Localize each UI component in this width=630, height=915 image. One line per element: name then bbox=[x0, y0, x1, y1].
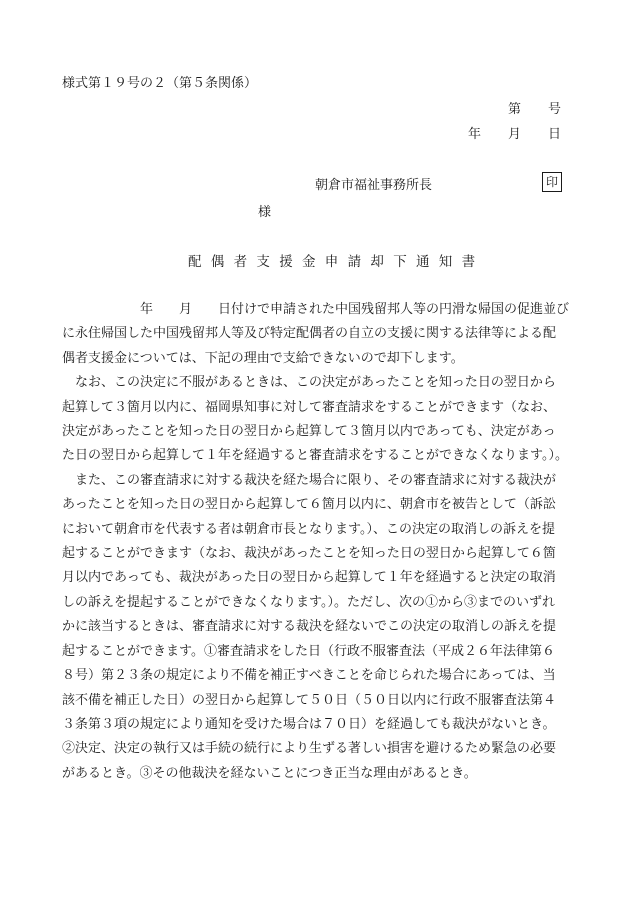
body-line: があるとき。③その他裁決を経ないことにつき正当な理由があるとき。 bbox=[62, 765, 477, 781]
body-line: あったことを知った日の翌日から起算して６箇月以内に、朝倉市を被告として（訴訟 bbox=[62, 497, 556, 513]
body-line: ３条第３項の規定により通知を受けた場合は７０日）を経過しても裁決がないとき。 bbox=[62, 716, 556, 732]
body-line: 偶者支援金については、下記の理由で支給できないので却下します。 bbox=[62, 350, 464, 366]
body-line: 起することができます（なお、裁決があったことを知った日の翌日から起算して６箇 bbox=[62, 546, 556, 562]
document-title: 配偶者支援金申請却下通知書 bbox=[188, 254, 485, 270]
body-line: ８号）第２３条の規定により不備を補正すべきことを命じられた場合にあっては、当 bbox=[62, 668, 556, 684]
issuer-name: 朝倉市福祉事務所長 bbox=[315, 178, 433, 193]
document-number-suffix: 号 bbox=[548, 102, 562, 117]
body-line: かに該当するときは、審査請求に対する裁決を経ないでこの決定の取消しの訴えを提 bbox=[62, 619, 557, 635]
body-line: において朝倉市を代表する者は朝倉市長となります。）、この決定の取消しの訴えを提 bbox=[62, 521, 555, 537]
date-year-label: 年 bbox=[468, 127, 482, 142]
recipient-honorific: 様 bbox=[258, 205, 272, 220]
body-line: 起算して３箇月以内に、福岡県知事に対して審査請求をすることができます（なお、 bbox=[62, 399, 557, 415]
body-line: しの訴えを提起することができなくなります。）。ただし、次の①から③までのいずれ bbox=[62, 594, 555, 610]
body-line: なお、この決定に不服があるときは、この決定があったことを知った日の翌日から bbox=[62, 375, 556, 391]
body-line: 該不備を補正した日）の翌日から起算して５０日（５０日以内に行政不服審査法第４ bbox=[62, 692, 557, 708]
body-line: に永住帰国した中国残留邦人等及び特定配偶者の自立の支援に関する法律等による配 bbox=[62, 326, 557, 342]
body-line: た日の翌日から起算して１年を経過すると審査請求をすることができなくなります。）。 bbox=[62, 448, 568, 464]
body-line: ②決定、決定の執行又は手続の続行により生ずる著しい損害を避けるため緊急の必要 bbox=[62, 741, 557, 757]
body-line: 決定があったことを知った日の翌日から起算して３箇月以内であっても、決定があっ bbox=[62, 424, 556, 440]
body-line: 月以内であっても、裁決があった日の翌日から起算して１年を経過すると決定の取消 bbox=[62, 570, 556, 586]
body-line: 年 月 日付けで申請された中国残留邦人等の円滑な帰国の促進並び bbox=[62, 302, 570, 317]
body-text bbox=[62, 298, 572, 786]
date-day-label: 日 bbox=[548, 127, 562, 142]
date-month-label: 月 bbox=[508, 127, 522, 142]
form-number: 様式第１９号の２（第５条関係） bbox=[62, 76, 258, 91]
seal-stamp: 印 bbox=[542, 172, 562, 192]
body-line: 起することができます。①審査請求をした日（行政不服審査法（平成２６年法律第６ bbox=[62, 643, 555, 659]
document-number-label: 第 bbox=[508, 102, 522, 117]
body-line: また、この審査請求に対する裁決を経た場合に限り、その審査請求に対する裁決が bbox=[62, 472, 557, 488]
